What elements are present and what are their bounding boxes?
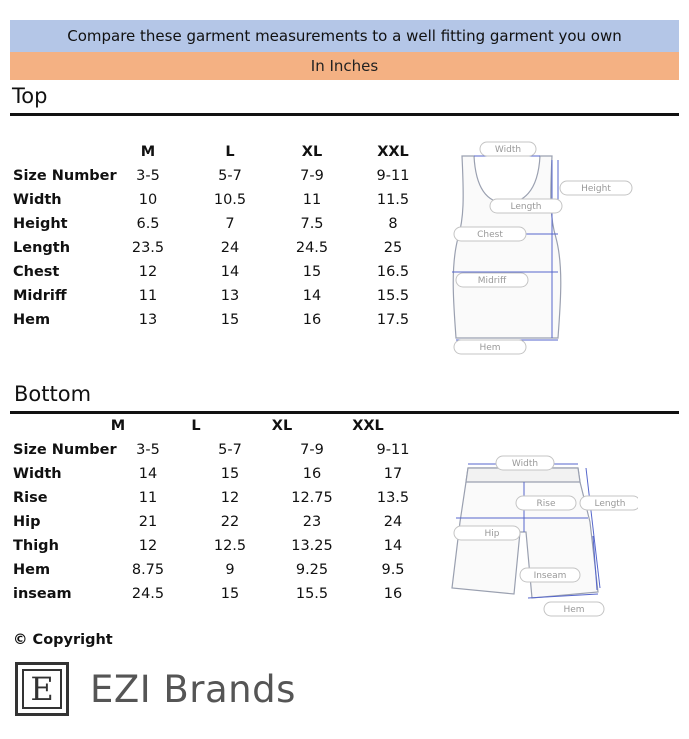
- diagram-label: Length: [510, 202, 542, 212]
- copyright-text: © Copyright: [13, 632, 113, 648]
- measurement-value: 15.5: [376, 288, 410, 304]
- measurement-value: 7-9: [300, 168, 324, 184]
- top-section-title: Top: [12, 84, 48, 108]
- brand-name: EZI Brands: [90, 668, 296, 711]
- shorts-diagram: [448, 452, 638, 622]
- measurement-value: 17: [383, 466, 403, 482]
- brand-logo-mark: [15, 662, 69, 716]
- diagram-label: Hem: [563, 605, 585, 615]
- diagram-label: Width: [494, 145, 522, 155]
- measurement-value: 22: [220, 514, 240, 530]
- measurement-value: 9-11: [376, 168, 410, 184]
- measurement-value: 9.5: [381, 562, 405, 578]
- diagram-label: Width: [511, 459, 539, 469]
- top-divider: [10, 113, 679, 116]
- measurement-value: 8: [388, 216, 398, 232]
- measurement-value: 7-9: [300, 442, 324, 458]
- size-header: XL: [271, 418, 293, 434]
- measurement-value: 3-5: [136, 168, 160, 184]
- measurement-value: 24: [383, 514, 403, 530]
- measurement-value: 12: [220, 490, 240, 506]
- measurement-label: Width: [13, 466, 62, 482]
- measurement-label: Midriff: [13, 288, 67, 304]
- measurement-value: 16: [302, 312, 322, 328]
- measurement-value: 16: [302, 466, 322, 482]
- measurement-value: 10: [138, 192, 158, 208]
- measurement-value: 23.5: [131, 240, 165, 256]
- measurement-value: 13.25: [291, 538, 333, 554]
- measurement-label: Height: [13, 216, 68, 232]
- measurement-value: 15: [220, 586, 240, 602]
- measurement-label: Hem: [13, 312, 51, 328]
- size-header: XL: [301, 144, 323, 160]
- logo-letter: E: [22, 669, 62, 709]
- measurement-value: 24.5: [295, 240, 329, 256]
- measurement-value: 25: [383, 240, 403, 256]
- measurement-value: 14: [220, 264, 240, 280]
- size-header: L: [191, 418, 201, 434]
- measurement-value: 24.5: [131, 586, 165, 602]
- diagram-label: Length: [594, 499, 626, 509]
- measurement-value: 15.5: [295, 586, 329, 602]
- measurement-label: Hem: [13, 562, 51, 578]
- measurement-value: 24: [220, 240, 240, 256]
- tank-top-diagram: [440, 138, 650, 358]
- measurement-value: 12: [138, 538, 158, 554]
- size-header: L: [225, 144, 235, 160]
- measurement-label: Length: [13, 240, 71, 256]
- measurement-value: 17.5: [376, 312, 410, 328]
- measurement-value: 6.5: [136, 216, 160, 232]
- measurement-value: 14: [383, 538, 403, 554]
- measurement-label: Width: [13, 192, 62, 208]
- measurement-value: 9-11: [376, 442, 410, 458]
- measurement-label: Size Number: [13, 442, 117, 458]
- measurement-label: Hip: [13, 514, 41, 530]
- diagram-label: Hem: [479, 343, 501, 353]
- diagram-label: Height: [581, 184, 611, 194]
- measurement-value: 21: [138, 514, 158, 530]
- measurement-label: Size Number: [13, 168, 117, 184]
- measurement-value: 8.75: [131, 562, 165, 578]
- measurement-value: 15: [220, 466, 240, 482]
- measurement-value: 5-7: [218, 168, 242, 184]
- bottom-size-table: [10, 414, 430, 614]
- measurement-value: 11: [138, 288, 158, 304]
- size-header: XXL: [352, 418, 384, 434]
- measurement-value: 10.5: [213, 192, 247, 208]
- measurement-value: 16.5: [376, 264, 410, 280]
- measurement-value: 11: [138, 490, 158, 506]
- units-banner: In Inches: [10, 52, 679, 80]
- size-header: M: [140, 144, 156, 160]
- measurement-value: 15: [220, 312, 240, 328]
- diagram-label: Inseam: [533, 571, 567, 581]
- measurement-value: 12: [138, 264, 158, 280]
- diagram-label: Hip: [484, 529, 500, 539]
- size-header: XXL: [377, 144, 409, 160]
- diagram-label: Rise: [536, 499, 556, 509]
- size-header: M: [110, 418, 126, 434]
- measurement-value: 7: [225, 216, 235, 232]
- measurement-value: 9: [225, 562, 235, 578]
- measurement-value: 15: [302, 264, 322, 280]
- measurement-label: Rise: [13, 490, 48, 506]
- measurement-value: 16: [383, 586, 403, 602]
- measurement-value: 14: [138, 466, 158, 482]
- bottom-section-title: Bottom: [14, 382, 92, 406]
- measurement-value: 23: [302, 514, 322, 530]
- measurement-value: 14: [302, 288, 322, 304]
- measurement-value: 13: [138, 312, 158, 328]
- measurement-label: Chest: [13, 264, 60, 280]
- measurement-value: 12.5: [213, 538, 247, 554]
- measurement-value: 11.5: [376, 192, 410, 208]
- measurement-value: 5-7: [218, 442, 242, 458]
- measurement-value: 12.75: [291, 490, 333, 506]
- top-size-table: [10, 140, 430, 340]
- measurement-label: inseam: [13, 586, 72, 602]
- instruction-banner: Compare these garment measurements to a well fitting garment you own: [10, 20, 679, 52]
- diagram-label: Chest: [477, 230, 503, 240]
- measurement-value: 11: [302, 192, 322, 208]
- measurement-value: 7.5: [300, 216, 324, 232]
- measurement-value: 9.25: [295, 562, 329, 578]
- measurement-label: Thigh: [13, 538, 59, 554]
- measurement-value: 3-5: [136, 442, 160, 458]
- diagram-label: Midriff: [477, 276, 507, 286]
- measurement-value: 13.5: [376, 490, 410, 506]
- measurement-value: 13: [220, 288, 240, 304]
